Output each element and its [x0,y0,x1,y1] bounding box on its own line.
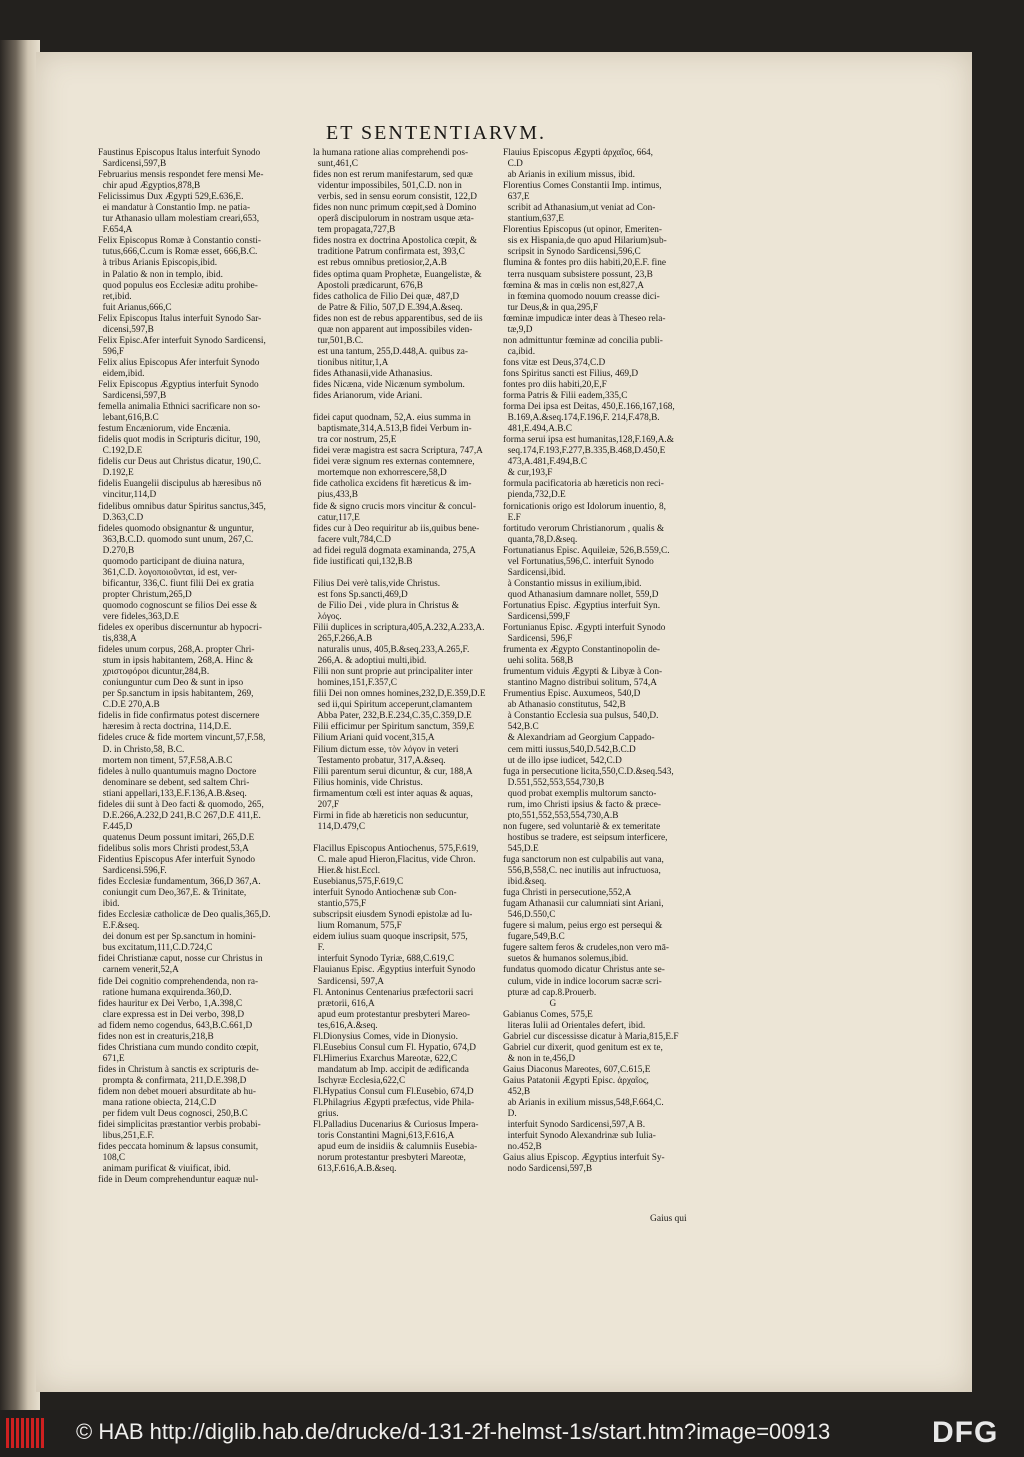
index-line: stantio,575,F [313,899,367,910]
index-line: fidei Christianæ caput, nosse cur Christus in [98,954,263,965]
index-line: stantium,637,E [503,214,564,225]
index-line: fidelibus solis mors Christi prodest,53,A [98,843,249,854]
index-line: C. male apud Hieron,Flacitus, vide Chron. [313,855,476,865]
index-line: forma serui ipsa est humanitas,128,F.169,A.& [503,435,674,446]
index-line: fugere saltem feros & crudeles,non vero mā- [503,943,669,954]
index-line: à Constantio Ecclesia sua pulsus, 540,D. [503,711,659,722]
index-line: quod populus eos Ecclesiæ aditu prohibe- [98,280,258,291]
index-line: fide Dei cognitio comprehendenda, non ra- [98,976,259,987]
index-line: 542,B.C [503,722,539,733]
index-line: quatenus Deum possunt imitari, 265,D.E [98,832,255,843]
index-line: frumentum viduis Ægypti & Libyæ à Con- [503,667,663,678]
index-line: sunt,461,C [313,159,358,170]
index-line: est fons Sp.sancti,469,D [313,589,408,600]
index-line: tem propagata,727,B [313,225,396,236]
index-line: vel Fortunatius,596,C. interfuit Synodo [503,556,654,567]
index-line: fidelis in fide confirmatus potest discernere [98,711,260,722]
index-line: per Sp.sanctum in ipsis habitantem, 269, [98,689,254,700]
index-line: apud eum protestantur presbyteri Mareo- [313,1009,470,1020]
index-line: ibid. [98,899,120,910]
index-line: Felicissimus Dux Ægypti 529,E.636,E. [98,192,244,203]
index-line: Fortunatianus Episc. Aquileiæ, 526,B.559,C. [503,545,670,556]
index-line: fide iustificati qui,132,B.B [313,556,413,567]
index-line: Firmi in fide ab hæreticis non seducuntur, [313,810,469,821]
index-line: F.445,D [98,821,133,832]
index-line: scribit ad Athanasium,ut veniat ad Con- [503,203,656,214]
index-line: fons Spiritus sancti est Filius, 469,D [503,368,639,379]
index-line: pturæ ad cap.8.Prouerb. [503,987,597,998]
index-line: Testamento probatur, 317,A.&seq. [313,755,446,766]
index-line: Felix alius Episcopus Afer interfuit Synodo [98,357,260,368]
index-line: Frumentius Episc. Auxumeos, 540,D [503,689,641,700]
index-line: G [503,998,557,1009]
index-line: Sardicensi, 597,A [313,976,385,987]
index-line: fidelibus omnibus datur Spiritus sanctus,345, [98,501,266,512]
index-line: fideles unum corpus, 268,A. propter Chri- [98,645,255,656]
index-line: Filii efficimur per Spiritum sanctum, 359,E [313,722,475,733]
index-line: ad fidei regulā dogmata examinanda, 275,A [313,545,476,556]
index-line: Gabriel cur dixerit, quod genitum est ex te, [503,1042,663,1053]
index-line: tionibus nititur,1,A [313,357,389,368]
index-line: tes,616,A.&seq. [313,1020,378,1031]
index-line: lebant,616,B.C [98,413,159,424]
index-line: Felix Episcopus Romæ à Constantio consti- [98,236,261,247]
index-line: scripsit in Synodo Sardicensi,596,C [503,247,641,258]
index-line: Gabianus Comes, 575,E [503,1009,593,1020]
index-line: interfuit Synodo Sardicensi,597,A B. [503,1120,646,1131]
index-line: naturalis unus, 405,B.&seq.233,A.265,F. [313,645,470,656]
index-line: fuga sanctorum non est culpabilis aut vana, [503,855,664,865]
index-line: sis ex Hispania,de quo apud Hilarium)sub- [503,236,667,247]
index-line: fides in Christum à sanctis ex scripturis de- [98,1064,259,1075]
index-line: Sardicensi,597,B [98,391,167,402]
index-line: stantino Magno distribui solitum, 574,A [503,678,657,689]
index-line: videntur impossibiles, 501,C.D. non in [313,181,462,192]
index-line: ab Arianis in exilium missus, ibid. [503,170,635,181]
index-line: est rebus omnibus pretiosior,2,A.B [313,258,447,269]
index-line: Felix Episcopus Italus interfuit Synodo Sar- [98,313,262,324]
index-line: fides hauritur ex Dei Verbo, 1,A.398,C [98,998,243,1009]
index-line: 266,A. & adoptiui multi,ibid. [313,656,427,667]
index-line: libus,251,E.F. [98,1131,155,1142]
index-line: & cur,193,F [503,468,553,479]
index-line: Fl.Eusebius Consul cum Fl. Hypatio, 674,D [313,1042,476,1053]
index-column-middle [313,148,510,1175]
index-line: rum, imo Christi ipsius & facto & præce- [503,799,662,810]
index-line: nodo Sardicensi,597,B [503,1164,593,1175]
index-line: ab Arianis in exilium missus,548,F.664,C. [503,1098,664,1109]
index-line: ibid.&seq. [503,877,547,888]
index-line: tis,838,A [98,634,137,645]
index-line: catur,117,E [313,512,360,523]
index-line: Filius hominis, vide Christus. [313,777,423,788]
index-line: Sardicensi,597,B [98,159,167,170]
index-line: est una tantum, 255,D.448,A. quibus za- [313,346,468,357]
index-line: Fl.Himerius Exarchus Mareotæ, 622,C [313,1053,458,1064]
index-line: femella animalia Ethnici sacrificare non so- [98,402,261,413]
index-line: ca,ibid. [503,346,536,357]
index-line: propter Christum,265,D [98,589,192,600]
index-line: C.D [503,159,523,170]
index-line: Sardicensi,ibid. [503,567,566,578]
index-line: Filium Ariani quid vocent,315,A [313,733,435,744]
index-line: homines,151,F.357,C [313,678,397,689]
index-line: & Alexandriam ad Georgium Cappado- [503,733,655,744]
index-line: subscripsit eiusdem Synodi epistolæ ad Iu- [313,910,473,921]
index-line: tur Deus,& in qua,295,F [503,302,599,313]
index-line: quomodo cognoscunt se filios Dei esse & [98,600,258,611]
index-line: D. [503,1109,517,1120]
index-line: cem mitti iussus,540,D.542,B.C.D [503,744,636,755]
index-line: Faustinus Episcopus Italus interfuit Synodo [98,148,261,158]
index-line: Felix Episc.Afer interfuit Synodo Sardicensi, [98,335,266,346]
index-line: Apostoli prædicarunt, 676,B [313,280,424,291]
index-line: Hier.& hist.Eccl. [313,866,381,877]
index-line: quod probat exemplis multorum sancto- [503,788,657,799]
index-line: fides cur à Deo requiritur ab iis,quibus bene- [313,523,480,534]
index-line: suetos & humanos solemus,ibid. [503,954,629,965]
index-line: Filii non sunt proprie aut principaliter inter [313,667,473,678]
index-line: 596,F [98,346,125,357]
index-line: bificantur, 336,C. fiunt filii Dei ex gratia [98,578,254,589]
index-line: fides catholica de Filio Dei quæ, 487,D [313,291,460,302]
index-line: fidei veræ signum res externas contemnere, [313,457,475,468]
index-line: fuit Arianus,666,C [98,302,172,313]
index-line: fides non est rerum manifestarum, sed quæ [313,170,473,181]
index-line: fundatus quomodo dicatur Christus ante se- [503,965,665,976]
index-line: pienda,732,D.E [503,490,566,501]
index-line: Gabriel cur discessisse dicatur à Maria,815,E.F [503,1031,679,1042]
index-line: F. [313,943,325,954]
index-line: Fl. Antoninus Centenarius præfectorii sacri [313,987,474,998]
index-line: ad fidem nemo cogendus, 643,B.C.661,D [98,1020,253,1031]
index-line: Fl.Hypatius Consul cum Fl.Eusebio, 674,D [313,1086,474,1097]
index-line: quæ non apparent aut impossibiles viden- [313,324,473,335]
index-line: dicensi,597,B [98,324,154,335]
index-line: tur,501,B.C. [313,335,364,346]
index-line: B.169,A.&seq.174,F.196,F. 214,F.478,B. [503,413,660,424]
index-line: operâ discipulorum in nostram usque æta- [313,214,474,225]
index-line: per fidem vult Deus cognosci, 250,B.C [98,1109,248,1120]
index-line: 637,E [503,192,530,203]
index-line: fidei simplicitas præstantior verbis probabi- [98,1120,261,1131]
index-line [313,402,510,413]
index-line: 114,D.479,C [313,821,366,832]
index-line: fideles cruce & fide mortem vincunt,57,F.58, [98,733,266,744]
index-line: traditione Patrum confirmata est, 393,C [313,247,465,258]
index-line: filii Dei non omnes homines,232,D,E.359,D.E [313,689,486,700]
index-line: à Constantio missus in exilium,ibid. [503,578,642,589]
index-line: fideles à nullo quantumuis magno Doctore [98,766,257,777]
index-line: 613,F.616,A.B.&seq. [313,1164,397,1175]
dfg-logo: DFG [932,1416,999,1449]
index-line: Gaius alius Episcop. Ægyptius interfuit Sy- [503,1153,665,1164]
index-line: Fortunianus Episc. Ægypti interfuit Synodo [503,623,666,634]
index-line: la humana ratione alias comprehendi pos- [313,148,469,158]
index-line: uehi solita. 568,B [503,656,574,667]
index-line: fidem non debet moueri absurditate ab hu- [98,1086,256,1097]
index-line: fides Ecclesiæ fundamentum, 366,D 367,A. [98,877,261,888]
index-line: C.D.E 270,A.B [98,700,160,711]
index-line: 671,E [98,1053,125,1064]
index-line: fides non nunc primum cœpit,sed à Domino [313,203,477,214]
index-line: fœmina & mas in cœlis non est,827,A [503,280,644,291]
index-line: firmamentum cœli est inter aquas & aquas, [313,788,473,799]
index-line: & non in te,456,D [503,1053,576,1064]
index-line: fides Christiana cum mundo condito cœpit, [98,1042,259,1053]
index-line: 481,E.494,A.B.C [503,424,572,435]
index-line: fide & signo crucis mors vincitur & concul- [313,501,476,512]
index-line: Fl.Dionysius Comes, vide in Dionysio. [313,1031,458,1042]
copyright-link[interactable]: © HAB http://diglib.hab.de/drucke/d-131-2f-helmst-1s/start.htm?image=00913 [76,1419,831,1444]
index-line: D.192,E [98,468,134,479]
index-line: non fugere, sed voluntariè & ex temeritate [503,821,661,832]
index-line: fontes pro diis habiti,20,E,F [503,379,607,390]
index-line: vincitur,114,D [98,490,157,501]
index-line: tæ,9,D [503,324,533,335]
index-line: hæresim à recta doctrina, 114,D.E. [98,722,232,733]
viewer-footer [0,1410,1024,1457]
index-line: ab Athanasio constitutus, 542,B [503,700,626,711]
index-line: forma Patris & Filii eadem,335,C [503,391,628,402]
index-line: interfuit Synodo Antiochenæ sub Con- [313,888,457,899]
index-line: Filius Dei verè talis,vide Christus. [313,578,441,589]
index-line: verbis, sed in sensu eorum consistit, 122,D [313,192,477,203]
index-line: no.452,B [503,1142,542,1153]
index-line: 473,A.481,F.494,B.C [503,457,587,468]
index-line: coniungit cum Deo,367,E. & Trinitate, [98,888,247,899]
index-line: tra cor nostrum, 25,E [313,435,397,446]
index-line: à tribus Arianis Episcopis,ibid. [98,258,218,269]
index-line: ret,ibid. [98,291,132,302]
index-line: hostibus se tradere, est seipsum interficere, [503,832,668,843]
index-line: fugam Athanasii cur calumniati sint Ariani, [503,899,664,910]
index-line: Gaius Patatonii Ægypti Episc. ἀρχαῖος, [503,1075,649,1086]
index-line: fidelis cur Deus aut Christus dicatur, 190,C. [98,457,262,468]
index-line: dei donum est per Sp.sanctum in homini- [98,932,256,943]
index-line: fides non est in creaturis,218,B [98,1031,214,1042]
index-line: vere fideles,363,D.E [98,611,180,622]
index-line: forma Dei ipsa est Deitas, 450,E.166,167,168, [503,402,675,413]
index-line: 363,B.C.D. quomodo sunt unum, 267,C. [98,534,254,545]
index-line: Felix Episcopus Ægyptius interfuit Synodo [98,379,259,390]
index-line: 546,D.550,C [503,910,556,921]
index-line: eidem iulius suam quoque inscripsit, 575, [313,932,468,943]
index-line: sed ii,qui Spiritum acceperunt,clamantem [313,700,473,711]
index-line: fugere si malum, peius ergo est persequi & [503,921,663,932]
index-line: fides Ecclesiæ catholicæ de Deo qualis,365,D. [98,910,271,921]
index-column-left [98,148,295,1186]
index-line [313,833,510,844]
index-line: fidelis Euangelii discipulus ab hæresibus nō [98,479,262,490]
index-line: fide in Deum comprehenduntur eaquæ nul- [98,1175,259,1186]
index-line: mortemque non exhorrescere,58,D [313,468,447,479]
index-line: grius. [313,1109,339,1120]
barcode-icon [6,1418,46,1448]
index-line: Abba Pater, 232,B.E.234,C.35,C.359,D.E [313,711,472,722]
index-line: 452,B [503,1086,531,1097]
index-line: fornicationis origo est Idolorum inuentio, 8, [503,501,666,512]
index-line: fides nostra ex doctrina Apostolica cœpit, & [313,236,477,247]
index-line: 361,C.D. λογοποιοῦνται, id est, ver- [98,567,238,578]
index-line: D.551,552,553,554,730,B [503,777,605,788]
index-line: lium Romanum, 575,F [313,921,402,932]
book-page [36,52,972,1392]
index-line: D.E.266,A.232,D 241,B.C 267,D.E 411,E. [98,810,261,821]
index-line: mandatum ab Imp. accipit de ædificanda [313,1064,469,1075]
index-line: facere vult,784,C.D [313,534,391,545]
index-line: Fortunatius Episc. Ægyptius interfuit Syn. [503,600,661,611]
index-line: Florentius Comes Constantii Imp. intimus, [503,181,662,192]
index-line: festum Encæniorum, vide Encænia. [98,424,231,435]
index-line: fortitudo verorum Christianorum , qualis & [503,523,665,534]
index-line: bus excitatum,111,C.D.724,C [98,943,213,954]
index-line: Fl.Palladius Ducenarius & Curiosus Impera- [313,1120,479,1131]
index-line: chir apud Ægyptios,878,B [98,181,201,192]
index-line: formula pacificatoria ab hæreticis non reci- [503,479,664,490]
index-line: fidei veræ magistra est sacra Scriptura, 747,A [313,446,483,457]
index-line: denominare se debent, sed saltem Chri- [98,777,250,788]
index-line: 556,B,558,C. nec inutilis aut infructuosa, [503,866,661,877]
index-line: Flauianus Episc. Ægyptius interfuit Synodo [313,965,476,976]
index-line: eidem,ibid. [98,368,145,379]
index-line: Filii parentum serui dicuntur, & cur, 188,A [313,766,473,777]
index-line: literas Iulii ad Orientales defert, ibid. [503,1020,646,1031]
index-line: ut de illo ipse iudicet, 542,C.D [503,755,622,766]
index-line: Filium dictum esse, τὸν λόγον in veteri [313,744,459,755]
index-line: quanta,78,D.&seq. [503,534,578,545]
index-line: fides Arianorum, vide Ariani. [313,391,423,402]
index-line: baptismate,314,A.513,B fidei Verbum in- [313,424,472,435]
index-line: de Filio Dei , vide plura in Christus & [313,600,459,611]
index-line: fidei caput quodnam, 52,A. eius summa in [313,413,471,424]
index-line: fides optima quam Prophetæ, Euangelistæ, & [313,269,482,280]
catchword: Gaius qui [650,1214,687,1224]
index-line: Gaius Diaconus Mareotes, 607,C.615,E [503,1064,651,1075]
index-line: mortem non timent, 57,F.58,A.B.C [98,755,233,766]
index-line: flumina & fontes pro diis habiti,20,E.F. fine [503,258,666,269]
index-line: E.F [503,512,521,523]
index-line: fides peccata hominum & lapsus consumit, [98,1142,259,1153]
index-line: fideles dii sunt à Deo facti & quomodo, 265, [98,799,264,810]
index-line: Fl.Philagrius Ægypti præfectus, vide Phila- [313,1098,475,1109]
index-line: prompta & confirmata, 211,D.E.398,D [98,1075,247,1086]
index-line: D.363,C.D [98,512,144,523]
index-line: pius,433,B [313,490,358,501]
index-line: apud eum de insidiis & calumniis Eusebia- [313,1142,478,1153]
index-line: Sardicensi,599,F [503,611,571,622]
index-line: seq.174,F.193,F.277,B.335,B.468,D.450,E [503,446,666,457]
index-line: norum protestantur presbyteri Mareotæ, [313,1153,466,1164]
index-line: in fœmina quomodo nouum creasse dici- [503,291,660,302]
index-line: stiani appellari,133,E.F.136,A.B.&seq. [98,788,247,799]
index-line: terra nusquam subsistere possunt, 23,B [503,269,653,280]
index-line: stum in ipsis habitantem, 268,A. Hinc & [98,656,254,667]
index-line: Eusebianus,575,F.619,C [313,877,404,888]
index-line: fons vitæ est Deus,374,C.D [503,357,606,368]
index-line: D.270,B [98,545,135,556]
index-line: in Palatio & non in templo, ibid. [98,269,223,280]
index-line: fœminæ impudicæ inter deas à Theseo rela- [503,313,666,324]
index-line: fugare,549,B.C [503,932,565,943]
index-line: animam purificat & viuificat, ibid. [98,1164,231,1175]
index-line: carnem venerit,52,A [98,965,179,976]
index-line: fides Nicæna, vide Nicænum symbolum. [313,379,465,390]
index-line: fides Athanasii,vide Athanasius. [313,368,433,379]
index-line: tur Athanasio ullam molestiam creari,653, [98,214,260,225]
index-line: 545,D.E [503,843,539,854]
index-line: quomodo participant de diuina natura, [98,556,245,567]
index-line [313,568,510,579]
index-line: frumenta ex Ægypto Constantinopolin de- [503,645,660,656]
index-line: F.654,A [98,225,133,236]
index-line: clare expressa est in Dei verbo, 398,D [98,1009,245,1020]
index-line: ratione humana exquirenda.360,D. [98,987,232,998]
index-line: fides non est de rebus apparentibus, sed de iis [313,313,483,324]
index-line: Februarius mensis respondet fere mensi Me- [98,170,264,181]
index-line: pto,551,552,553,554,730,A.B [503,810,619,821]
index-line: D. in Christo,58, B.C. [98,744,185,755]
index-line: coniunguntur cum Deo & sunt in ipso [98,678,244,689]
index-line: fideles quomodo obsignantur & unguntur, [98,523,254,534]
index-line: non admittuntur fœminæ ad concilia publi- [503,335,663,346]
index-line: Flauius Episcopus Ægypti ἀρχαῖος, 664, [503,148,653,158]
index-line: interfuit Synodo Tyriæ, 688,C.619,C [313,954,454,965]
index-line: tutus,666,C.cum is Romæ esset, 666,B.C. [98,247,258,258]
book-spine-edge [0,40,40,1410]
index-line: Florentius Episcopus (ut opinor, Emeriten- [503,225,662,236]
index-line: fuga in persecutione licita,550,C.D.&seq.543, [503,766,674,777]
index-line: fide catholica excidens fit hæreticus & im- [313,479,472,490]
index-line: quod Athanasium damnare nollet, 559,D [503,589,659,600]
index-line: Fidentius Episcopus Afer interfuit Synodo [98,855,256,865]
index-line: interfuit Synodo Alexandrinæ sub Iulia- [503,1131,656,1142]
index-line: de Patre & Filio, 507,D E.394,A.&seq. [313,302,463,313]
index-line: 207,F [313,799,340,810]
index-line: λόγος. [313,611,342,622]
page-header: ET SENTENTIARVM. [325,122,547,144]
index-line: Sardicensi, 596,F [503,634,573,645]
index-line: C.192,D.E [98,446,143,457]
index-line: fidelis quot modis in Scripturis dicitur, 190, [98,435,261,446]
index-line: culum, vide in indice locorum sacræ scri- [503,976,662,987]
index-line: Filii duplices in scriptura,405,A.232,A.233,A. [313,623,485,634]
index-line: Flacillus Episcopus Antiochenus, 575,F.619, [313,843,479,854]
index-line: ei mandatur à Constantio Imp. ne patia- [98,203,251,214]
index-line: prætorii, 616,A [313,998,375,1009]
index-line: 265,F.266,A.B [313,634,373,645]
index-line: fideles ex operibus discernuntur ab hypocri- [98,623,262,634]
index-line: mana ratione obiecta, 214,C.D [98,1098,217,1109]
index-line: Sardicensi.596,F. [98,866,167,877]
index-line: Ischyræ Ecclesia,622,C [313,1075,406,1086]
index-line: fuga Christi in persecutione,552,A [503,888,632,899]
index-line: 108,C [98,1153,126,1164]
index-column-right [503,148,700,1175]
index-line: E.F.&seq. [98,921,140,932]
index-line: toris Constantini Magni,613,F.616,A [313,1131,455,1142]
index-line: χριστοφόροι dicuntur,284,B. [98,667,210,678]
